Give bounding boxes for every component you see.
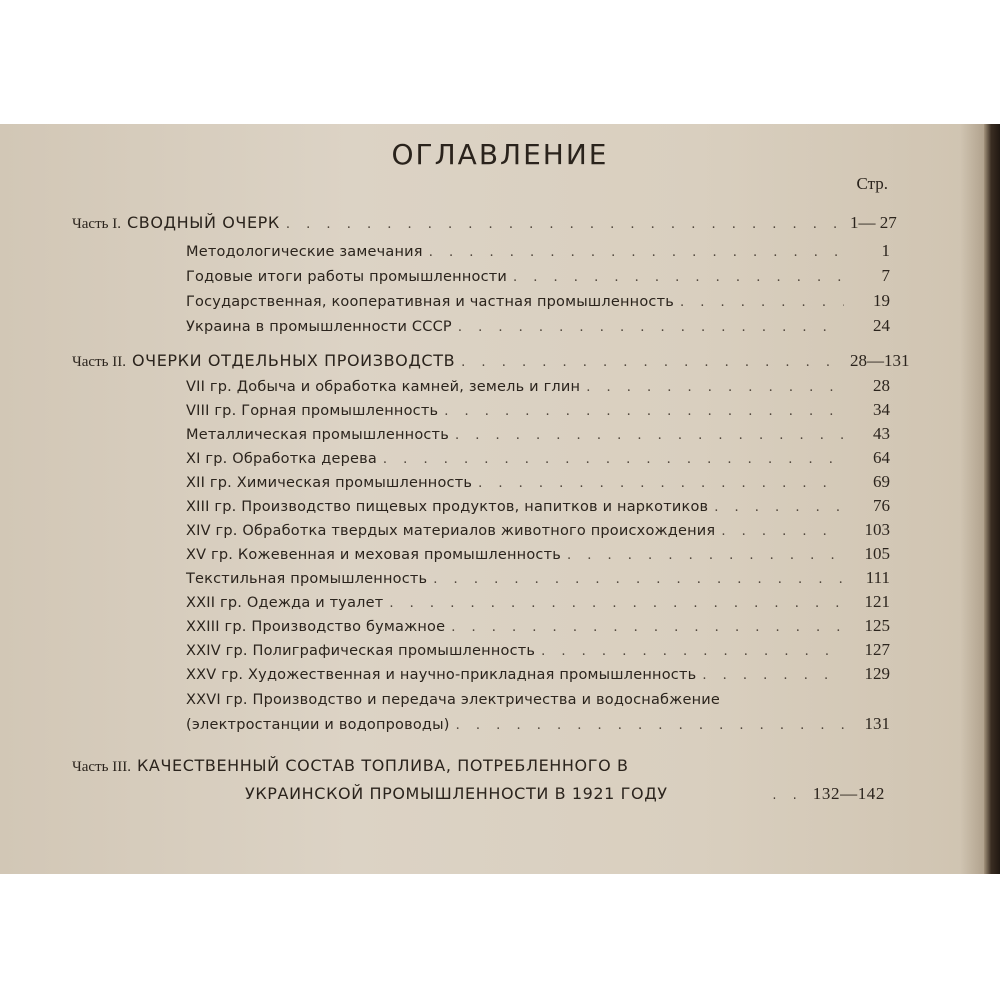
entry-label: XII гр. Химическая промышленность <box>186 475 473 491</box>
toc-part-3[interactable] <box>72 755 890 777</box>
entry-page: 131 <box>864 714 890 733</box>
dot-leader <box>383 449 844 471</box>
entry-label: XV гр. Кожевенная и меховая промышленность <box>186 547 561 563</box>
dot-leader <box>286 214 844 236</box>
entry-page: 24 <box>873 316 890 335</box>
entry-label: Текстильная промышленность <box>186 571 428 587</box>
page-range: 1— 27 <box>850 213 897 232</box>
entry-label: XIV гр. Обработка твердых материалов животного происхождения <box>186 523 716 539</box>
toc-entry[interactable] <box>186 315 890 337</box>
toc-entry[interactable] <box>186 495 890 517</box>
toc-entry[interactable] <box>186 591 890 613</box>
dot-leader <box>429 242 844 264</box>
toc-entry[interactable] <box>186 240 890 262</box>
entry-page: 129 <box>864 664 890 683</box>
part-label: Часть I. <box>72 216 121 232</box>
toc-part-2[interactable] <box>72 350 910 372</box>
dot-leader <box>567 545 844 567</box>
entry-label: Годовые итоги работы промышленности <box>186 269 508 285</box>
entry-label: Металлическая промышленность <box>186 427 449 443</box>
entry-label: XXIV гр. Полиграфическая промышленность <box>186 643 536 659</box>
dot-leader <box>513 267 844 289</box>
dot-leader <box>455 425 844 447</box>
toc-entry[interactable] <box>186 713 890 735</box>
entry-label: XXV гр. Художественная и научно-прикладная промышленность <box>186 667 697 683</box>
page-column-header: Стр. <box>856 174 888 193</box>
page-range: 132—142 <box>812 784 885 803</box>
book-page <box>0 124 1000 874</box>
book-spine <box>984 124 1000 874</box>
entry-label: VII гр. Добыча и обработка камней, земель и глин <box>186 379 581 395</box>
toc-part-1[interactable] <box>72 212 897 234</box>
toc-entry[interactable] <box>186 423 890 445</box>
entry-page: 28 <box>873 376 890 395</box>
dot-leader <box>541 641 844 663</box>
part-title-line-1: КАЧЕСТВЕННЫЙ СОСТАВ ТОПЛИВА, ПОТРЕБЛЕННОГО В <box>136 756 629 775</box>
entry-page: 103 <box>864 520 890 539</box>
page-range: 28—131 <box>850 351 910 370</box>
toc-entry[interactable] <box>186 399 890 421</box>
page-title: ОГЛАВЛЕНИЕ <box>391 138 609 171</box>
part-label: Часть III. <box>72 759 131 775</box>
entry-page: 127 <box>864 640 890 659</box>
dot-leader <box>444 401 844 423</box>
dot-leader <box>389 593 844 615</box>
page-gutter-shadow <box>960 124 984 874</box>
entry-label: VIII гр. Горная промышленность <box>186 403 439 419</box>
toc-entry[interactable] <box>186 447 890 469</box>
entry-page: 43 <box>873 424 890 443</box>
toc-entry[interactable] <box>186 663 890 685</box>
entry-page: 7 <box>881 266 890 285</box>
entry-page: 111 <box>865 568 890 587</box>
entry-label: XI гр. Обработка дерева <box>186 451 377 467</box>
entry-page: 121 <box>864 592 890 611</box>
toc-entry[interactable] <box>186 689 890 711</box>
entry-page: 64 <box>873 448 890 467</box>
entry-label: XXVI гр. Производство и передача электричества и водоснабжение <box>186 692 721 708</box>
dot-leader <box>461 352 844 374</box>
entry-label: Государственная, кооперативная и частная промышленность <box>186 294 674 310</box>
toc-entry[interactable] <box>186 567 890 589</box>
toc-entry[interactable] <box>186 543 890 565</box>
dot-leader <box>721 521 844 543</box>
entry-label: Украина в промышленности СССР <box>186 319 452 335</box>
dot-leader <box>702 665 844 687</box>
toc-entry[interactable] <box>186 290 890 312</box>
dot-leader <box>478 473 844 495</box>
toc-entry[interactable] <box>186 471 890 493</box>
toc-entry[interactable] <box>186 265 890 287</box>
dot-leader <box>714 497 844 519</box>
toc-entry[interactable] <box>186 639 890 661</box>
dot-leader <box>680 292 844 314</box>
entry-page: 105 <box>864 544 890 563</box>
entry-label: XXII гр. Одежда и туалет <box>186 595 384 611</box>
dot-leader <box>458 317 844 339</box>
part-label: Часть II. <box>72 354 126 370</box>
dot-leader: . . <box>772 788 803 803</box>
part-title-line-2: УКРАИНСКОЙ ПРОМЫШЛЕННОСТИ В 1921 ГОДУ <box>245 784 668 803</box>
entry-page: 19 <box>873 291 890 310</box>
dot-leader <box>456 715 844 737</box>
entry-page: 125 <box>864 616 890 635</box>
entry-page: 69 <box>873 472 890 491</box>
part-title: ОЧЕРКИ ОТДЕЛЬНЫХ ПРОИЗВОДСТВ <box>131 351 456 370</box>
part-title: СВОДНЫЙ ОЧЕРК <box>126 213 280 232</box>
dot-leader <box>451 617 844 639</box>
entry-label: XXIII гр. Производство бумажное <box>186 619 446 635</box>
toc-entry[interactable] <box>186 615 890 637</box>
toc-entry[interactable] <box>186 375 890 397</box>
toc-entry[interactable] <box>186 519 890 541</box>
entry-label: (электростанции и водопроводы) <box>186 717 450 733</box>
toc-part-3-line-2[interactable] <box>245 784 885 804</box>
dot-leader <box>586 377 844 399</box>
entry-label: Методологические замечания <box>186 244 423 260</box>
entry-page: 34 <box>873 400 890 419</box>
entry-page: 76 <box>873 496 890 515</box>
dot-leader <box>433 569 844 591</box>
entry-label: XIII гр. Производство пищевых продуктов, напитков и наркотиков <box>186 499 709 515</box>
entry-page: 1 <box>881 241 890 260</box>
